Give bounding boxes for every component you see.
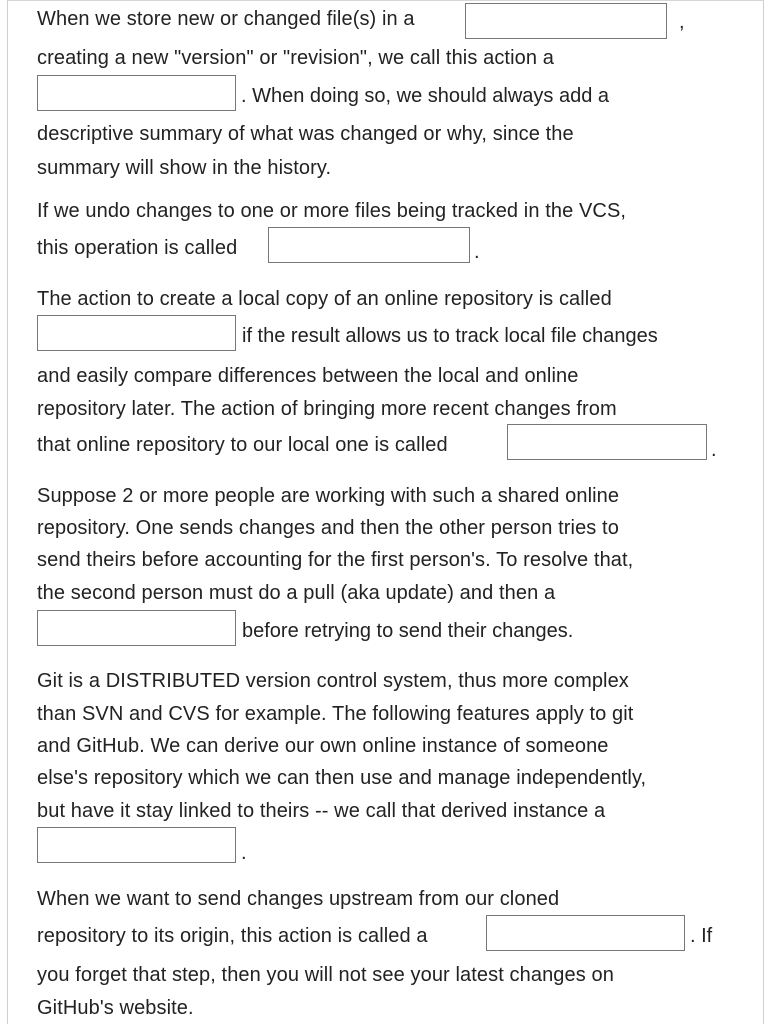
answer-input-pull[interactable]	[507, 424, 707, 460]
answer-input-fork[interactable]	[37, 827, 236, 863]
q1-line-1: When we store new or changed file(s) in a	[37, 8, 415, 30]
answer-input-commit[interactable]	[465, 3, 667, 39]
q1-after-blank-2: . When doing so, we should always add a	[241, 85, 609, 107]
q1-comma: ,	[679, 11, 685, 33]
q5-line-4: else's repository which we can then use and manage independently,	[37, 767, 647, 789]
q2-line-2: this operation is called	[37, 237, 238, 259]
q1-line-2: creating a new "version" or "revision", we call this action a	[37, 47, 554, 69]
q5-line-1: Git is a DISTRIBUTED version control system, thus more complex	[37, 670, 629, 692]
q4-line-3: send theirs before accounting for the first person's. To resolve that,	[37, 549, 634, 571]
q3-line-4: repository later. The action of bringing more recent changes from	[37, 398, 617, 420]
q3-period: .	[711, 439, 717, 461]
q3-line-1: The action to create a local copy of an online repository is called	[37, 288, 612, 310]
q6-line-3: you forget that step, then you will not see your latest changes on	[37, 964, 614, 986]
q5-line-5: but have it stay linked to theirs -- we call that derived instance a	[37, 800, 606, 822]
q3-after-blank-1: if the result allows us to track local file changes	[242, 325, 658, 347]
q1-line-5: summary will show in the history.	[37, 157, 332, 179]
q4-line-4: the second person must do a pull (aka update) and then a	[37, 582, 556, 604]
q3-line-5: that online repository to our local one is called	[37, 434, 448, 456]
q3-line-3: and easily compare differences between the local and online	[37, 365, 579, 387]
q5-period: .	[241, 842, 247, 864]
answer-input-merge[interactable]	[37, 610, 236, 646]
answer-input-revert[interactable]	[268, 227, 470, 263]
q6-line-4: GitHub's website.	[37, 997, 194, 1019]
document-frame	[7, 0, 764, 1024]
answer-input-clone[interactable]	[37, 315, 236, 351]
q6-after-blank: . If	[690, 925, 713, 947]
q6-line-2: repository to its origin, this action is called a	[37, 925, 428, 947]
q5-line-2: than SVN and CVS for example. The following features apply to git	[37, 703, 634, 725]
answer-input-push[interactable]	[486, 915, 685, 951]
answer-input-commit-action[interactable]	[37, 75, 236, 111]
q6-line-1: When we want to send changes upstream from our cloned	[37, 888, 560, 910]
q4-line-1: Suppose 2 or more people are working with such a shared online	[37, 485, 620, 507]
q4-after-blank: before retrying to send their changes.	[242, 620, 574, 642]
q2-line-1: If we undo changes to one or more files being tracked in the VCS,	[37, 200, 627, 222]
q5-line-3: and GitHub. We can derive our own online instance of someone	[37, 735, 609, 757]
q1-line-4: descriptive summary of what was changed or why, since the	[37, 123, 574, 145]
q2-period: .	[474, 241, 480, 263]
q4-line-2: repository. One sends changes and then the other person tries to	[37, 517, 619, 539]
